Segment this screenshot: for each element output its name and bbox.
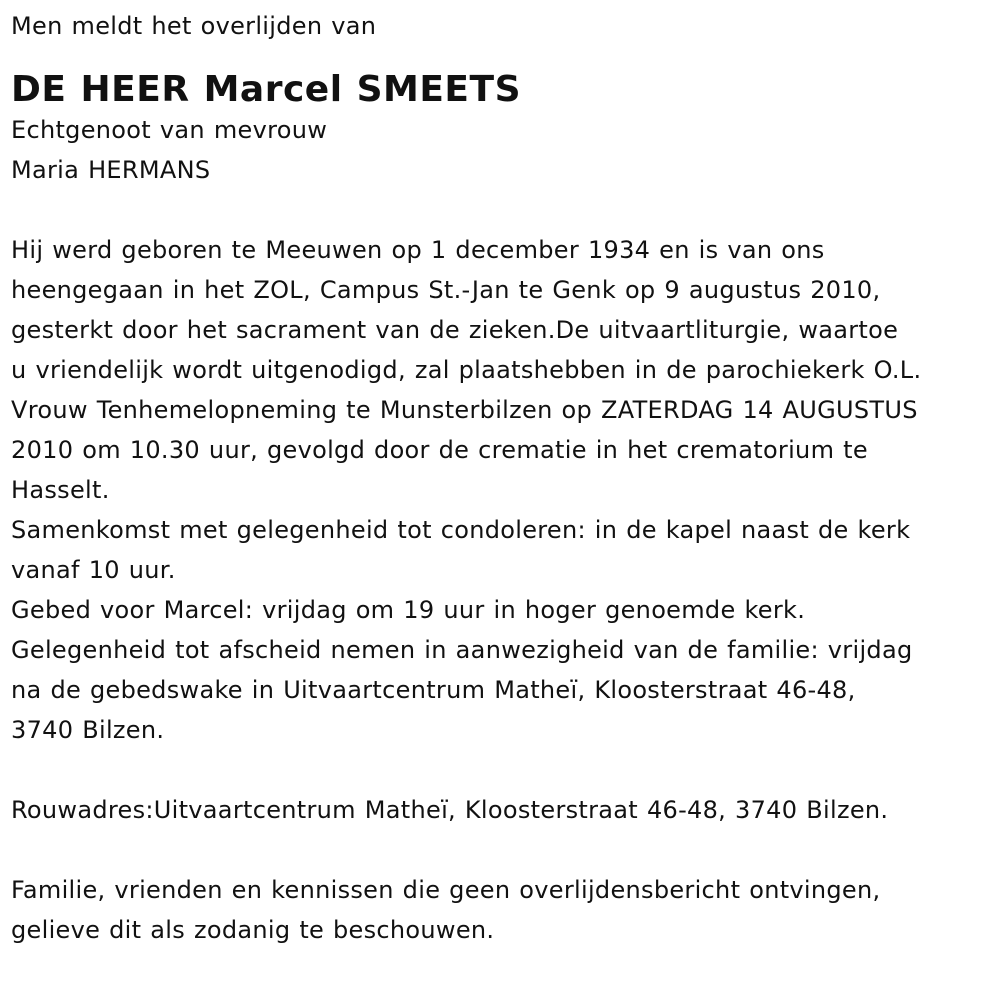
body-line: Samenkomst met gelegenheid tot condoleren: in de kapel naast de kerk [11, 516, 911, 544]
body-line: Hasselt. [11, 476, 110, 504]
body-line: heengegaan in het ZOL, Campus St.-Jan te Genk op 9 augustus 2010, [11, 276, 881, 304]
body-line: Gebed voor Marcel: vrijdag om 19 uur in hoger genoemde kerk. [11, 596, 806, 624]
intro-text: Men meldt het overlijden van [11, 12, 377, 40]
spacer [11, 750, 993, 790]
closing-line: Familie, vrienden en kennissen die geen overlijdensbericht ontvingen, [11, 876, 881, 904]
closing-line: gelieve dit als zodanig te beschouwen. [11, 916, 495, 944]
closing-paragraph [11, 870, 993, 950]
mourning-address: Rouwadres:Uitvaartcentrum Matheï, Kloosterstraat 46-48, 3740 Bilzen. [11, 796, 889, 824]
death-notice [11, 6, 993, 950]
body-paragraph [11, 230, 993, 750]
body-line: Gelegenheid tot afscheid nemen in aanwezigheid van de familie: vrijdag [11, 636, 913, 664]
body-line: u vriendelijk wordt uitgenodigd, zal plaatshebben in de parochiekerk O.L. [11, 356, 922, 384]
body-line: Hij werd geboren te Meeuwen op 1 december 1934 en is van ons [11, 236, 825, 264]
body-line: 3740 Bilzen. [11, 716, 165, 744]
body-line: 2010 om 10.30 uur, gevolgd door de crematie in het crematorium te [11, 436, 868, 464]
spacer [11, 830, 993, 870]
body-line: vanaf 10 uur. [11, 556, 176, 584]
body-line: gesterkt door het sacrament van de zieken.De uitvaartliturgie, waartoe [11, 316, 899, 344]
spouse-name: Maria HERMANS [11, 156, 211, 184]
deceased-name: DE HEER Marcel SMEETS [11, 69, 521, 110]
spouse-label: Echtgenoot van mevrouw [11, 116, 328, 144]
body-line: Vrouw Tenhemelopneming te Munsterbilzen op ZATERDAG 14 AUGUSTUS [11, 396, 918, 424]
spacer [11, 190, 993, 230]
body-line: na de gebedswake in Uitvaartcentrum Matheï, Kloosterstraat 46-48, [11, 676, 856, 704]
